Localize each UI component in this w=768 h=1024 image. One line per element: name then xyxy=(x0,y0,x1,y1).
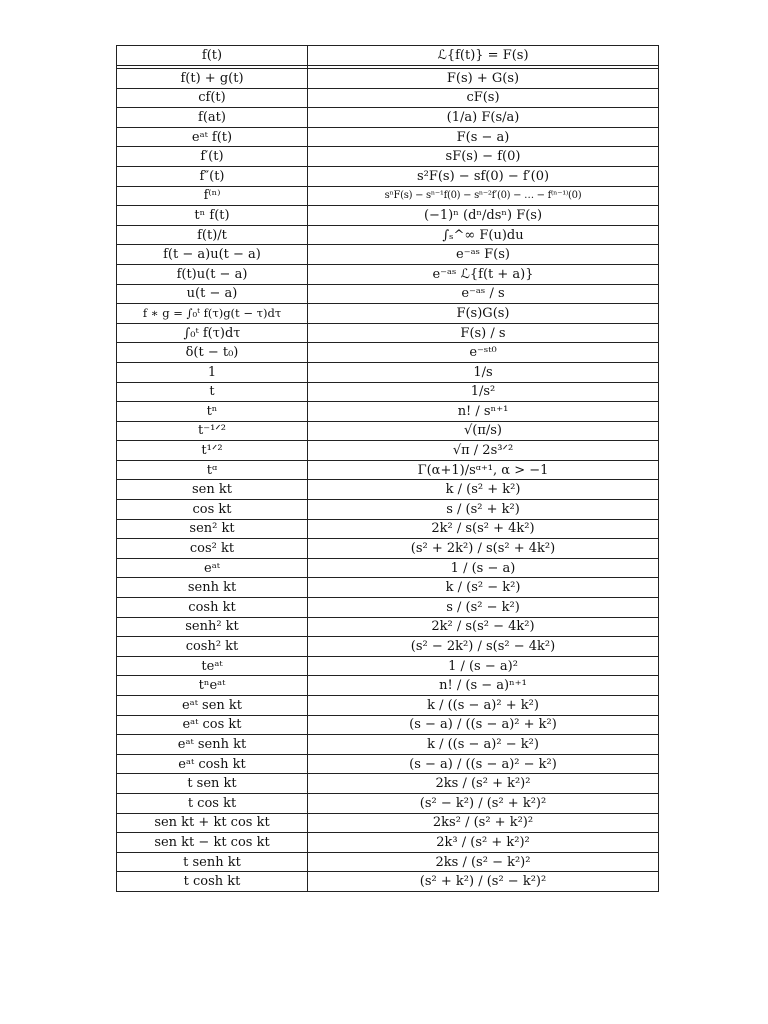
function-cell: t sen kt xyxy=(117,774,308,794)
function-cell: sen² kt xyxy=(117,519,308,539)
table-row xyxy=(117,617,659,637)
table-body xyxy=(117,46,659,892)
table-header-row xyxy=(117,46,659,66)
transform-cell: F(s − a) xyxy=(308,127,659,147)
transform-cell: F(s) + G(s) xyxy=(308,69,659,89)
function-cell: f″(t) xyxy=(117,166,308,186)
header-transform-cell: ℒ{f(t)} = F(s) xyxy=(308,46,659,66)
function-cell: f(t) + g(t) xyxy=(117,69,308,89)
table-row xyxy=(117,127,659,147)
transform-cell: F(s)G(s) xyxy=(308,304,659,324)
function-cell: t cosh kt xyxy=(117,872,308,892)
header-function-cell: f(t) xyxy=(117,46,308,66)
transform-cell: (−1)ⁿ (dⁿ/dsⁿ) F(s) xyxy=(308,206,659,226)
function-cell: eᵃᵗ f(t) xyxy=(117,127,308,147)
table-row xyxy=(117,206,659,226)
transform-cell: k / (s² + k²) xyxy=(308,480,659,500)
transform-cell: ∫ₛ^∞ F(u)du xyxy=(308,225,659,245)
transform-cell: (s² − k²) / (s² + k²)² xyxy=(308,793,659,813)
table-row xyxy=(117,460,659,480)
table-row xyxy=(117,166,659,186)
function-cell: sen kt + kt cos kt xyxy=(117,813,308,833)
transform-cell: n! / (s − a)ⁿ⁺¹ xyxy=(308,676,659,696)
function-cell: senh kt xyxy=(117,578,308,598)
table-row xyxy=(117,774,659,794)
function-cell: u(t − a) xyxy=(117,284,308,304)
transform-cell: 1/s xyxy=(308,362,659,382)
table-row xyxy=(117,833,659,853)
function-cell: cosh kt xyxy=(117,598,308,618)
table-row xyxy=(117,696,659,716)
table-row xyxy=(117,88,659,108)
function-cell: eᵃᵗ xyxy=(117,558,308,578)
function-cell: ∫₀ᵗ f(τ)dτ xyxy=(117,323,308,343)
table-row xyxy=(117,793,659,813)
table-row xyxy=(117,421,659,441)
transform-cell: k / (s² − k²) xyxy=(308,578,659,598)
table-row xyxy=(117,362,659,382)
function-cell: tᵅ xyxy=(117,460,308,480)
transform-cell: 2ks² / (s² + k²)² xyxy=(308,813,659,833)
table-row xyxy=(117,264,659,284)
laplace-transform-table-sheet xyxy=(116,45,652,892)
table-row xyxy=(117,539,659,559)
function-cell: teᵃᵗ xyxy=(117,656,308,676)
table-row xyxy=(117,323,659,343)
table-row xyxy=(117,656,659,676)
function-cell: f(at) xyxy=(117,108,308,128)
transform-cell: n! / sⁿ⁺¹ xyxy=(308,402,659,422)
transform-cell: 2ks / (s² − k²)² xyxy=(308,852,659,872)
table-row xyxy=(117,735,659,755)
function-cell: sen kt − kt cos kt xyxy=(117,833,308,853)
function-cell: eᵃᵗ senh kt xyxy=(117,735,308,755)
table-row xyxy=(117,108,659,128)
function-cell: f′(t) xyxy=(117,147,308,167)
function-cell: t senh kt xyxy=(117,852,308,872)
transform-cell: e⁻ᵃˢ F(s) xyxy=(308,245,659,265)
function-cell: δ(t − t₀) xyxy=(117,343,308,363)
function-cell: cos² kt xyxy=(117,539,308,559)
laplace-transform-table xyxy=(116,45,659,892)
transform-cell: s / (s² − k²) xyxy=(308,598,659,618)
table-row xyxy=(117,715,659,735)
table-row xyxy=(117,637,659,657)
table-row xyxy=(117,480,659,500)
transform-cell: 1 / (s − a) xyxy=(308,558,659,578)
transform-cell: 2k² / s(s² − 4k²) xyxy=(308,617,659,637)
function-cell: tⁿeᵃᵗ xyxy=(117,676,308,696)
transform-cell: s²F(s) − sf(0) − f′(0) xyxy=(308,166,659,186)
transform-cell: (s² + k²) / (s² − k²)² xyxy=(308,872,659,892)
function-cell: t xyxy=(117,382,308,402)
table-row xyxy=(117,676,659,696)
transform-cell: (s − a) / ((s − a)² + k²) xyxy=(308,715,659,735)
table-row xyxy=(117,441,659,461)
function-cell: eᵃᵗ cosh kt xyxy=(117,754,308,774)
transform-cell: (s² + 2k²) / s(s² + 4k²) xyxy=(308,539,659,559)
transform-cell: e⁻ᵃˢ ℒ{f(t + a)} xyxy=(308,264,659,284)
transform-cell: 2ks / (s² + k²)² xyxy=(308,774,659,794)
transform-cell: Γ(α+1)/sᵅ⁺¹, α > −1 xyxy=(308,460,659,480)
function-cell: f ∗ g = ∫₀ᵗ f(τ)g(t − τ)dτ xyxy=(117,304,308,324)
transform-cell: 1 / (s − a)² xyxy=(308,656,659,676)
transform-cell: (s² − 2k²) / s(s² − 4k²) xyxy=(308,637,659,657)
table-row xyxy=(117,382,659,402)
table-row xyxy=(117,147,659,167)
function-cell: t cos kt xyxy=(117,793,308,813)
transform-cell: (1/a) F(s/a) xyxy=(308,108,659,128)
table-row xyxy=(117,402,659,422)
table-row xyxy=(117,598,659,618)
transform-cell: e⁻ˢᵗ⁰ xyxy=(308,343,659,363)
transform-cell: sⁿF(s) − sⁿ⁻¹f(0) − sⁿ⁻²f′(0) − … − f⁽ⁿ⁻¹⁾(0) xyxy=(308,186,659,206)
transform-cell: k / ((s − a)² − k²) xyxy=(308,735,659,755)
function-cell: tⁿ f(t) xyxy=(117,206,308,226)
table-row xyxy=(117,558,659,578)
transform-cell: e⁻ᵃˢ / s xyxy=(308,284,659,304)
function-cell: f(t)/t xyxy=(117,225,308,245)
transform-cell: 2k³ / (s² + k²)² xyxy=(308,833,659,853)
function-cell: cos kt xyxy=(117,500,308,520)
function-cell: senh² kt xyxy=(117,617,308,637)
transform-cell: (s − a) / ((s − a)² − k²) xyxy=(308,754,659,774)
table-row xyxy=(117,186,659,206)
transform-cell: s / (s² + k²) xyxy=(308,500,659,520)
table-row xyxy=(117,500,659,520)
table-row xyxy=(117,284,659,304)
transform-cell: F(s) / s xyxy=(308,323,659,343)
table-row xyxy=(117,69,659,89)
table-row xyxy=(117,343,659,363)
transform-cell: cF(s) xyxy=(308,88,659,108)
table-row xyxy=(117,872,659,892)
function-cell: f(t)u(t − a) xyxy=(117,264,308,284)
table-row xyxy=(117,225,659,245)
transform-cell: 2k² / s(s² + 4k²) xyxy=(308,519,659,539)
table-row xyxy=(117,304,659,324)
function-cell: t⁻¹ᐟ² xyxy=(117,421,308,441)
function-cell: cf(t) xyxy=(117,88,308,108)
function-cell: f⁽ⁿ⁾ xyxy=(117,186,308,206)
function-cell: eᵃᵗ sen kt xyxy=(117,696,308,716)
table-row xyxy=(117,519,659,539)
function-cell: 1 xyxy=(117,362,308,382)
function-cell: t¹ᐟ² xyxy=(117,441,308,461)
table-row xyxy=(117,813,659,833)
transform-cell: 1/s² xyxy=(308,382,659,402)
function-cell: tⁿ xyxy=(117,402,308,422)
transform-cell: √π / 2s³ᐟ² xyxy=(308,441,659,461)
table-row xyxy=(117,754,659,774)
table-row xyxy=(117,578,659,598)
function-cell: f(t − a)u(t − a) xyxy=(117,245,308,265)
function-cell: eᵃᵗ cos kt xyxy=(117,715,308,735)
function-cell: sen kt xyxy=(117,480,308,500)
table-row xyxy=(117,852,659,872)
transform-cell: sF(s) − f(0) xyxy=(308,147,659,167)
transform-cell: √(π/s) xyxy=(308,421,659,441)
table-row xyxy=(117,245,659,265)
transform-cell: k / ((s − a)² + k²) xyxy=(308,696,659,716)
function-cell: cosh² kt xyxy=(117,637,308,657)
